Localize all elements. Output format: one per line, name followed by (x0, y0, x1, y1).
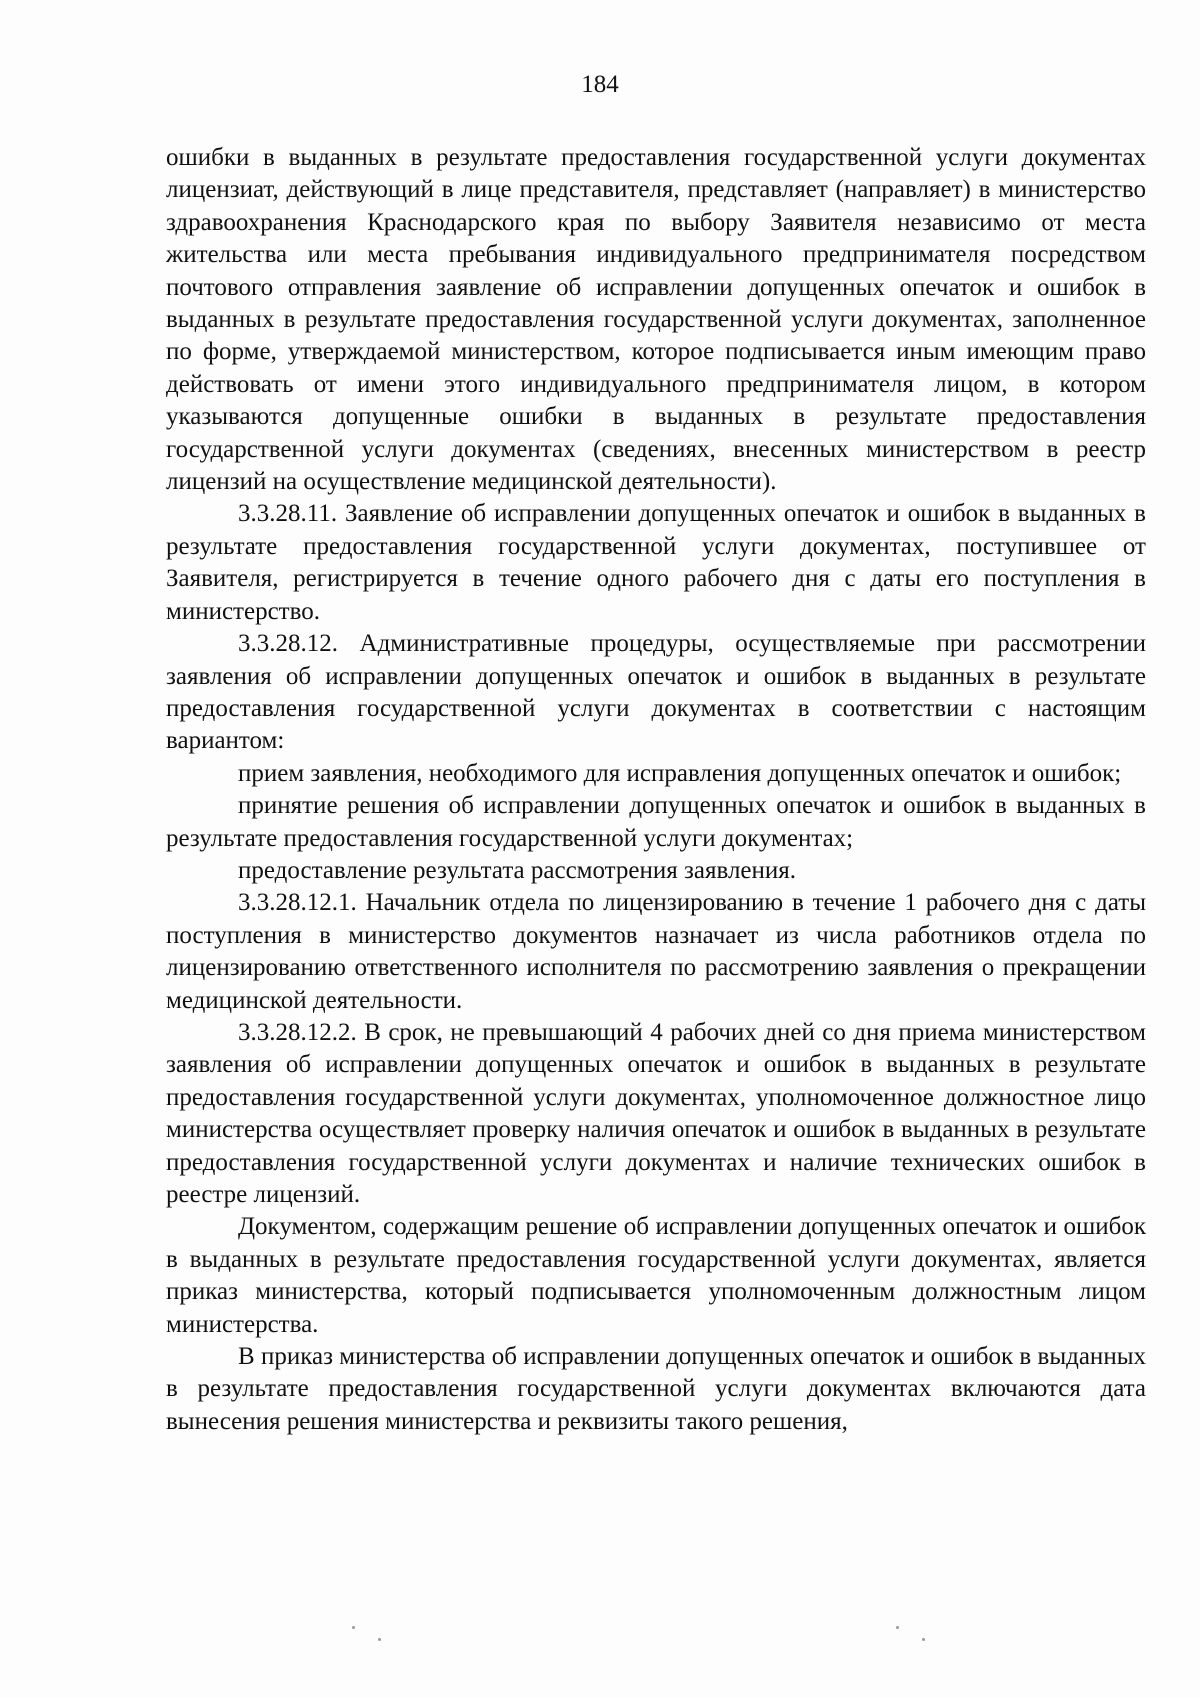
paragraph-3-3-28-11: 3.3.28.11. Заявление об исправлении допущенных опечаток и ошибок в выданных в результате предоставления государственной услуги документах, поступившее от Заявителя, регистрируется в течение одного рабочего дня с даты его поступления в министерство. (166, 500, 1146, 625)
paragraph-3-3-28-12: 3.3.28.12. Административные процедуры, осуществляемые при рассмотрении заявления об исправлении допущенных опечаток и ошибок в выданных в результате предоставления государственной услуги документах в соответствии с настоящим вариантом: (166, 630, 1146, 755)
paragraph-order-contents: В приказ министерства об исправлении допущенных опечаток и ошибок в выданных в результате предоставления государственной услуги документах включаются дата вынесения решения министерства и реквизиты такого решения, (166, 1343, 1146, 1435)
document-body (166, 142, 1146, 1438)
paragraph-continuation: ошибки в выданных в результате предоставления государственной услуги документах лицензиат, действующий в лице представителя, представляет (направляет) в министерство здравоохранения Краснодарского края по выбору Заявителя независимо от места жительства или места пребывания индивидуального предпринимателя посредством почтового отправления заявление об исправлении допущенных опечаток и ошибок в выданных в результате предоставления государственной услуги документах, заполненное по форме, утверждаемой министерством, которое подписывается иным имеющим право действовать от имени этого индивидуального предпринимателя лицом, в котором указываются допущенные ошибки в выданных в результате предоставления государственной услуги документах (сведениях, внесенных министерством в реестр лицензий на осуществление медицинской деятельности). (166, 144, 1146, 496)
paragraph-decision-document: Документом, содержащим решение об исправлении допущенных опечаток и ошибок в выданных в результате предоставления государственной услуги документах, является приказ министерства, который подписывается уполномоченным должностным лицом министерства. (166, 1213, 1146, 1338)
page-number: 184 (581, 71, 619, 98)
scan-artifact (896, 1626, 899, 1629)
list-item-result: предоставление результата рассмотрения заявления. (238, 856, 797, 884)
list-item-decision: принятие решения об исправлении допущенных опечаток и ошибок в выданных в результате предоставления государственной услуги документах; (166, 792, 1146, 852)
scan-artifact (378, 1638, 381, 1641)
scan-artifact (922, 1638, 925, 1641)
scan-artifact (352, 1626, 355, 1629)
paragraph-3-3-28-12-1: 3.3.28.12.1. Начальник отдела по лицензированию в течение 1 рабочего дня с даты поступления в министерство документов назначает из числа работников отдела по лицензированию ответственного исполнителя по рассмотрению заявления о прекращении медицинской деятельности. (166, 889, 1146, 1014)
list-item-reception: прием заявления, необходимого для исправления допущенных опечаток и ошибок; (238, 759, 1122, 787)
paragraph-3-3-28-12-2: 3.3.28.12.2. В срок, не превышающий 4 рабочих дней со дня приема министерством заявления об исправлении допущенных опечаток и ошибок в выданных в результате предоставления государственной услуги документах, уполномоченное должностное лицо министерства осуществляет проверку наличия опечаток и ошибок в выданных в результате предоставления государственной услуги документах и наличие технических ошибок в реестре лицензий. (166, 1018, 1146, 1208)
